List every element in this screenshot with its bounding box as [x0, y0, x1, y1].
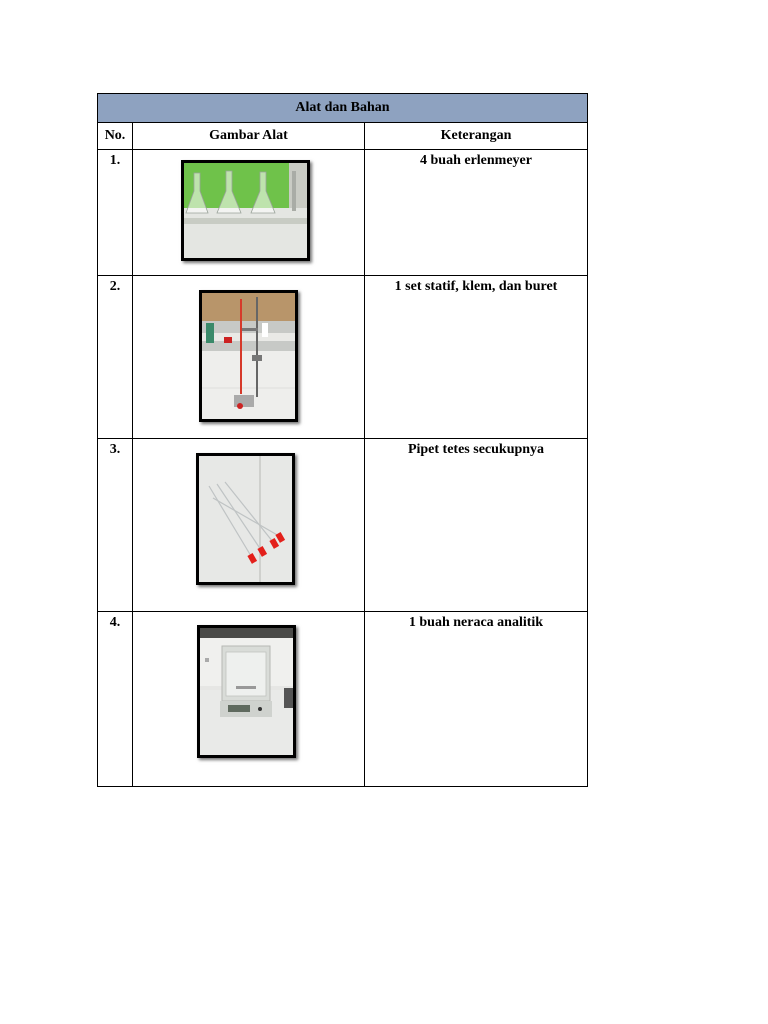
- description: 4 buah erlenmeyer: [365, 150, 588, 276]
- image-cell: [133, 276, 365, 439]
- header-row: [98, 123, 588, 150]
- header-gambar: Gambar Alat: [133, 123, 365, 150]
- image-cell: [133, 150, 365, 276]
- header-no: No.: [98, 123, 133, 150]
- table-row: [98, 276, 588, 439]
- header-keterangan: Keterangan: [365, 123, 588, 150]
- row-number: 4.: [98, 612, 133, 787]
- row-number: 2.: [98, 276, 133, 439]
- table-title: Alat dan Bahan: [98, 94, 588, 123]
- description: 1 buah neraca analitik: [365, 612, 588, 787]
- dropper-pipettes-photo: [196, 453, 295, 585]
- erlenmeyer-flasks-photo: [181, 160, 310, 261]
- row-number: 3.: [98, 439, 133, 612]
- description: Pipet tetes secukupnya: [365, 439, 588, 612]
- row-number: 1.: [98, 150, 133, 276]
- table-row: [98, 612, 588, 787]
- table-row: [98, 439, 588, 612]
- image-cell: [133, 439, 365, 612]
- analytical-balance-photo: [197, 625, 296, 758]
- statif-buret-photo: [199, 290, 298, 422]
- description: 1 set statif, klem, dan buret: [365, 276, 588, 439]
- image-cell: [133, 612, 365, 787]
- equipment-table: [97, 93, 588, 787]
- table-row: [98, 150, 588, 276]
